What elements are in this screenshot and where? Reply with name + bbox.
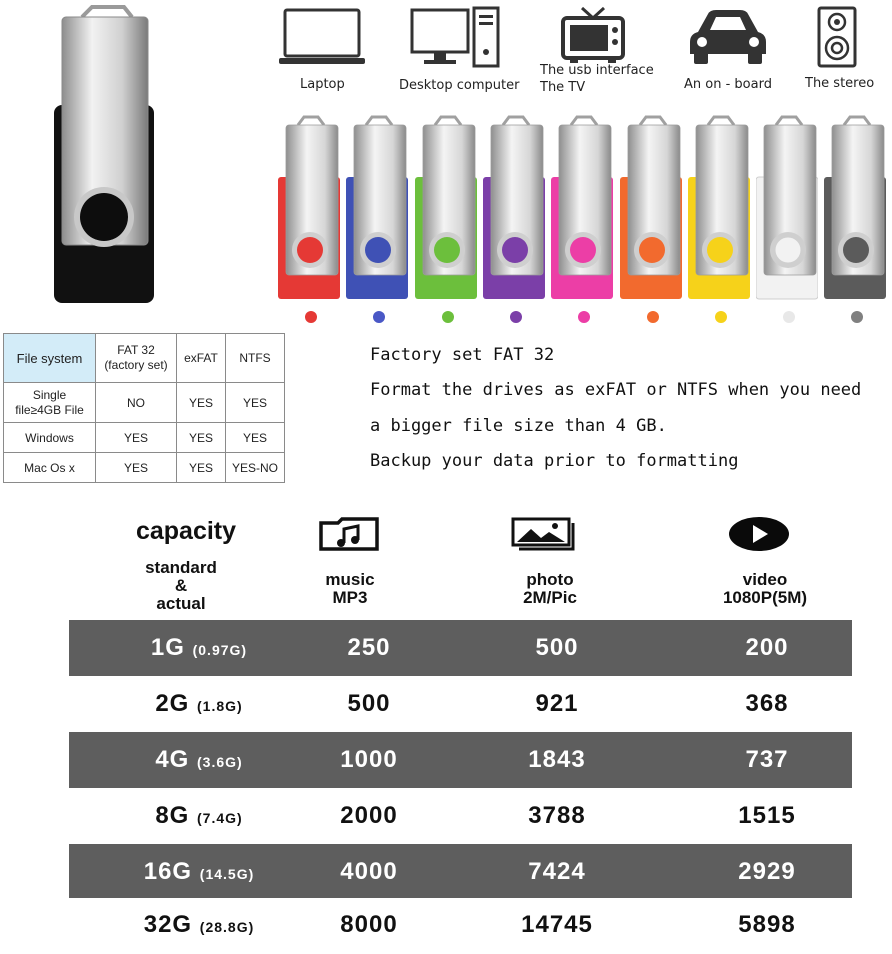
color-dot	[578, 311, 590, 323]
capacity-size: 4G	[155, 746, 190, 773]
device-label-laptop: Laptop	[300, 77, 345, 92]
header-line: 1080P(5M)	[722, 588, 808, 607]
capacity-size: 2G	[155, 690, 190, 717]
capacity-actual: (7.4G)	[197, 810, 243, 826]
device-label-car: An on - board	[684, 77, 772, 92]
color-dot	[647, 311, 659, 323]
music-count: 500	[347, 690, 391, 717]
capacity-cell	[69, 620, 329, 676]
device-label-desktop: Desktop computer	[399, 78, 520, 93]
device-label-tv-line2: The TV	[540, 80, 586, 95]
stereo-speaker-icon	[817, 6, 857, 68]
table-cell: YES	[226, 423, 285, 453]
video-count: 1515	[738, 802, 796, 829]
usb-drive-colored	[415, 115, 477, 300]
capacity-size: 32G	[143, 911, 193, 938]
video-count: 200	[745, 634, 789, 661]
video-play-icon	[728, 516, 790, 552]
video-count: 2929	[738, 858, 796, 885]
video-count: 737	[745, 746, 789, 773]
header-line: standard	[145, 558, 217, 577]
note-factory-set: Factory set FAT 32	[370, 345, 555, 365]
capacity-cell	[69, 788, 329, 844]
usb-drive-colored	[824, 115, 886, 300]
table-cell: YES	[177, 423, 226, 453]
color-dot	[510, 311, 522, 323]
device-laptop	[279, 6, 365, 66]
usb-drive-colored	[551, 115, 613, 300]
photo-count: 7424	[528, 858, 586, 885]
header-line: music	[325, 570, 375, 589]
color-dot	[715, 311, 727, 323]
capacity-row	[69, 788, 852, 844]
table-cell: YES	[177, 453, 226, 483]
photo-count: 14745	[521, 911, 593, 938]
capacity-row	[69, 620, 852, 676]
note-backup: Backup your data prior to formatting	[370, 451, 739, 471]
capacity-row	[69, 676, 852, 732]
header-line: MP3	[332, 588, 368, 607]
table-row	[4, 383, 285, 423]
table-cell: Single file≥4GB File	[4, 383, 96, 423]
header-line: video	[742, 570, 788, 589]
photo-count: 3788	[528, 802, 586, 829]
capacity-col1-header	[110, 559, 252, 613]
capacity-actual: (1.8G)	[197, 698, 243, 714]
photo-count: 1843	[528, 746, 586, 773]
table-cell: YES	[96, 453, 177, 483]
photo-count: 500	[535, 634, 579, 661]
video-count: 368	[745, 690, 789, 717]
table-row	[4, 334, 285, 383]
table-cell: Mac Os x	[4, 453, 96, 483]
note-format: Format the drives as exFAT or NTFS when you need	[370, 380, 862, 400]
usb-drive-black-image	[52, 5, 162, 305]
header-line: photo	[526, 570, 574, 589]
usb-drive-colored	[483, 115, 545, 300]
table-row	[4, 453, 285, 483]
color-dot	[373, 311, 385, 323]
table-cell: Windows	[4, 423, 96, 453]
device-tv	[560, 6, 626, 64]
capacity-size: 16G	[143, 858, 193, 885]
usb-drive-colored	[688, 115, 750, 300]
capacity-row	[69, 844, 852, 900]
car-icon	[686, 6, 770, 66]
capacity-cell	[69, 898, 329, 942]
music-count: 2000	[340, 802, 398, 829]
photo-header	[490, 571, 610, 607]
table-cell: YES	[96, 423, 177, 453]
usb-drive-colored	[756, 115, 818, 300]
color-dot	[851, 311, 863, 323]
capacity-actual: (28.8G)	[199, 919, 255, 935]
table-header-cell: FAT 32 (factory set)	[96, 334, 177, 383]
capacity-cell	[69, 844, 329, 900]
color-dot	[442, 311, 454, 323]
device-stereo	[817, 6, 857, 68]
capacity-actual: (3.6G)	[197, 754, 243, 770]
music-count: 4000	[340, 858, 398, 885]
header-line: actual	[156, 594, 206, 613]
device-label-stereo: The stereo	[805, 76, 875, 91]
music-count: 8000	[340, 911, 398, 938]
table-cell: YES	[177, 383, 226, 423]
header-line: 2M/Pic	[523, 588, 577, 607]
laptop-icon	[279, 6, 365, 66]
note-file-size: a bigger file size than 4 GB.	[370, 416, 667, 436]
usb-drive-colored	[278, 115, 340, 300]
photo-gallery-icon	[511, 517, 579, 551]
capacity-actual: (14.5G)	[199, 866, 255, 882]
device-desktop	[410, 6, 500, 68]
video-header	[690, 571, 840, 607]
capacity-cell	[69, 732, 329, 788]
capacity-cell	[69, 676, 329, 732]
device-car	[686, 6, 770, 66]
music-folder-icon	[318, 517, 380, 551]
capacity-row	[69, 732, 852, 788]
photo-count: 921	[535, 690, 579, 717]
color-dot	[305, 311, 317, 323]
capacity-size: 8G	[155, 802, 190, 829]
capacity-row	[69, 898, 852, 942]
table-cell: YES-NO	[226, 453, 285, 483]
file-system-table	[3, 333, 285, 483]
desktop-computer-icon	[410, 6, 500, 68]
device-label-tv-line1: The usb interface	[540, 63, 654, 78]
capacity-size: 1G	[150, 634, 185, 661]
capacity-actual: (0.97G)	[192, 642, 248, 658]
usb-drive-colored	[346, 115, 408, 300]
table-header-cell: exFAT	[177, 334, 226, 383]
music-count: 1000	[340, 746, 398, 773]
table-cell: NO	[96, 383, 177, 423]
table-header-cell: NTFS	[226, 334, 285, 383]
usb-drive-colored	[620, 115, 682, 300]
video-count: 5898	[738, 911, 796, 938]
color-dot	[783, 311, 795, 323]
music-count: 250	[347, 634, 391, 661]
capacity-title: capacity	[135, 517, 237, 545]
table-cell: YES	[226, 383, 285, 423]
header-line: &	[174, 576, 188, 595]
tv-icon	[560, 6, 626, 64]
table-row	[4, 423, 285, 453]
table-header-cell: File system	[4, 334, 96, 383]
music-header	[300, 571, 400, 607]
